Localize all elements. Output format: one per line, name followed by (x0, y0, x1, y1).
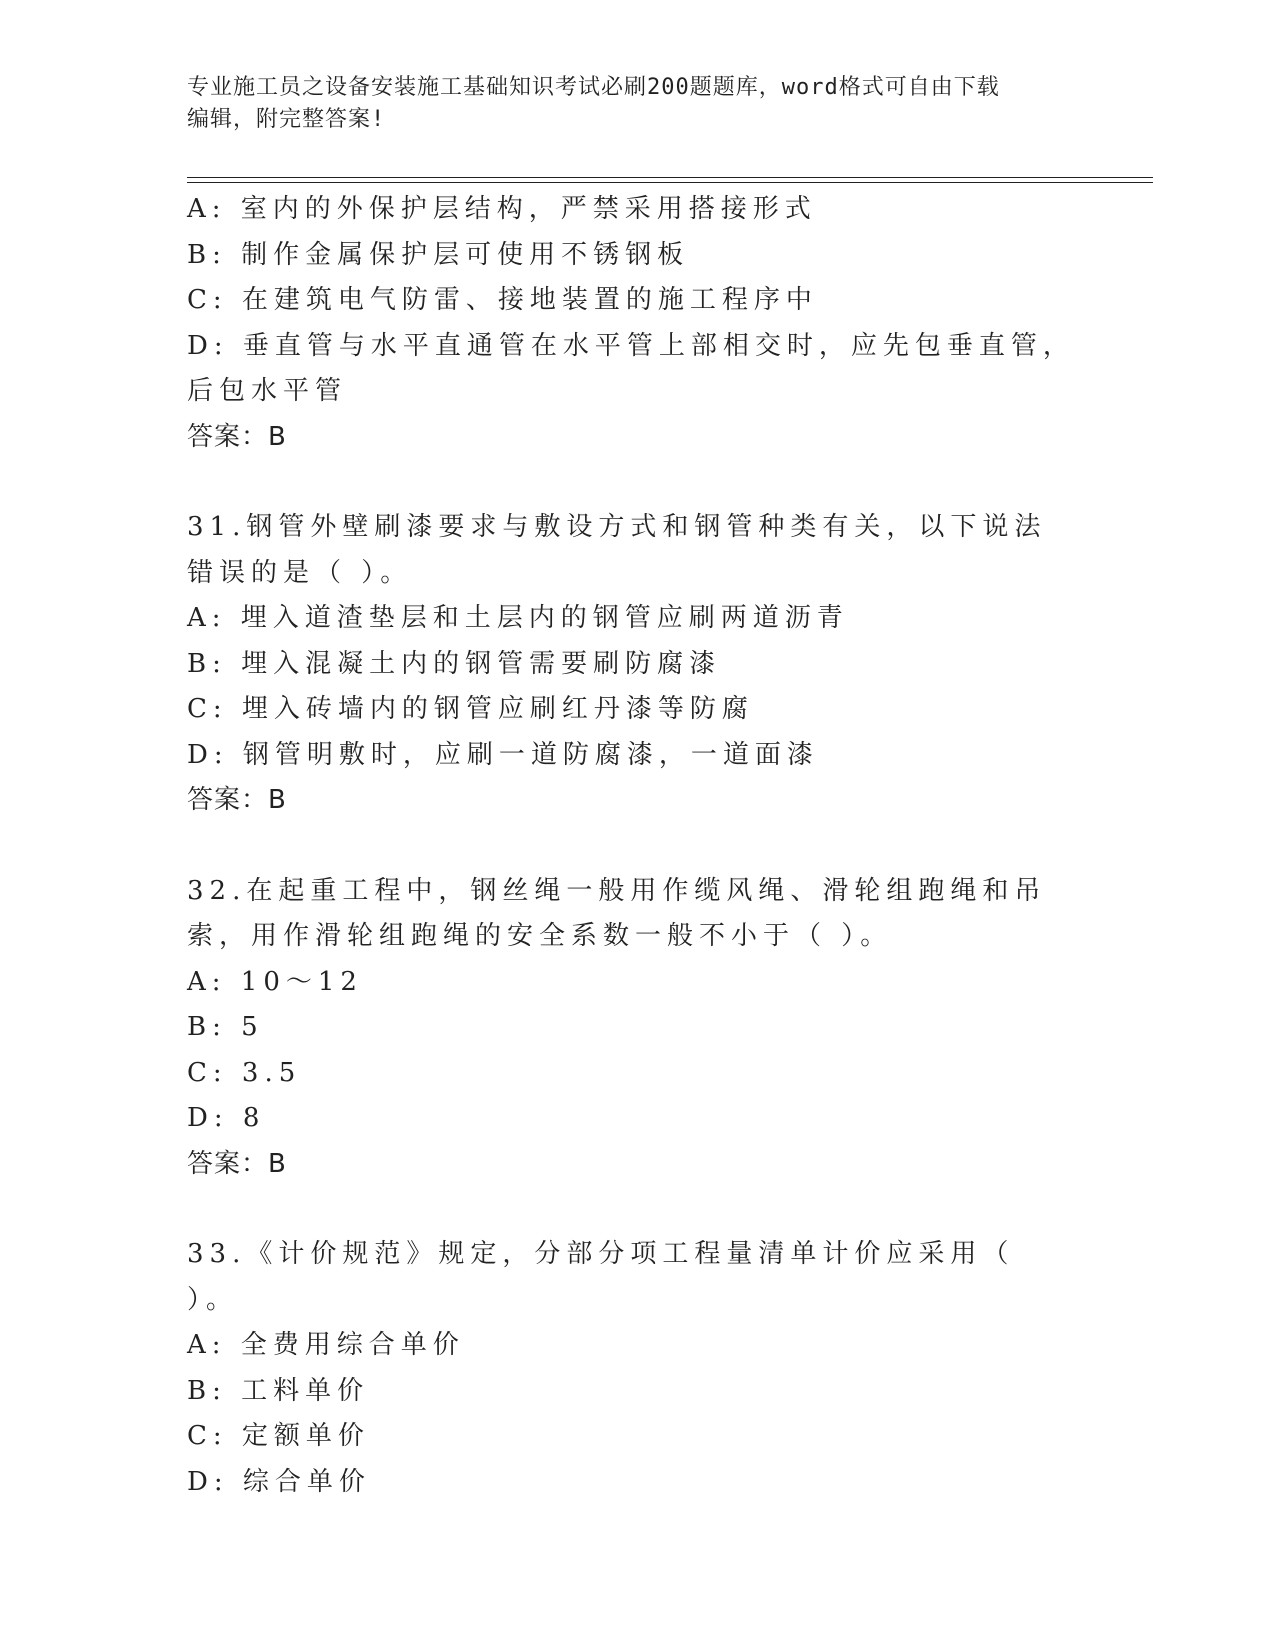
spacer (187, 824, 1077, 869)
option-b: B: 埋入混凝土内的钢管需要刷防腐漆 (187, 648, 722, 679)
spacer (187, 1187, 1077, 1232)
question-31-block (187, 505, 1077, 824)
option-a: A: 室内的外保护层结构，严禁采用搭接形式 (187, 194, 817, 224)
option-d: D: 钢管明敷时，应刷一道防腐漆，一道面漆 (187, 739, 819, 770)
spacer (187, 460, 1077, 505)
option-b: B: 5 (187, 1012, 264, 1042)
option-a: A: 全费用综合单价 (187, 1330, 465, 1360)
question-33-block (187, 1232, 1077, 1505)
question-content (187, 187, 1077, 1505)
header-line-1: 专业施工员之设备安装施工基础知识考试必刷200题题库，word格式可自由下载 (187, 75, 1000, 100)
document-header (187, 72, 1067, 136)
question-32-block (187, 869, 1077, 1188)
question-stem: 31.钢管外壁刷漆要求与敷设方式和钢管种类有关，以下说法错误的是（ ）。 (187, 512, 1047, 588)
answer-line: 答案：B (187, 421, 287, 452)
header-rule-top (187, 177, 1153, 178)
header-rule-bottom (187, 182, 1153, 183)
option-a: A: 埋入道渣垫层和土层内的钢管应刷两道沥青 (187, 603, 849, 633)
option-c: C: 定额单价 (187, 1421, 370, 1451)
option-b: B: 制作金属保护层可使用不锈钢板 (187, 239, 690, 270)
option-b: B: 工料单价 (187, 1375, 370, 1406)
question-stem: 32.在起重工程中，钢丝绳一般用作缆风绳、滑轮组跑绳和吊索，用作滑轮组跑绳的安全系数一般不小于（ ）。 (187, 875, 1047, 951)
option-a: A: 10～12 (187, 966, 363, 997)
option-d: D: 8 (187, 1103, 266, 1133)
option-d: D: 垂直管与水平直通管在水平管上部相交时，应先包垂直管，后包水平管 (187, 330, 1075, 406)
answer-line: 答案：B (187, 785, 287, 815)
question-stem: 33.《计价规范》规定，分部分项工程量清单计价应采用（ ）。 (187, 1239, 1029, 1315)
option-d: D: 综合单价 (187, 1466, 371, 1497)
option-c: C: 在建筑电气防雷、接地装置的施工程序中 (187, 285, 818, 315)
answer-line: 答案：B (187, 1148, 287, 1179)
header-line-2: 编辑，附完整答案! (187, 107, 386, 132)
question-30-block (187, 187, 1077, 460)
option-c: C: 3.5 (187, 1057, 302, 1088)
option-c: C: 埋入砖墙内的钢管应刷红丹漆等防腐 (187, 694, 754, 724)
